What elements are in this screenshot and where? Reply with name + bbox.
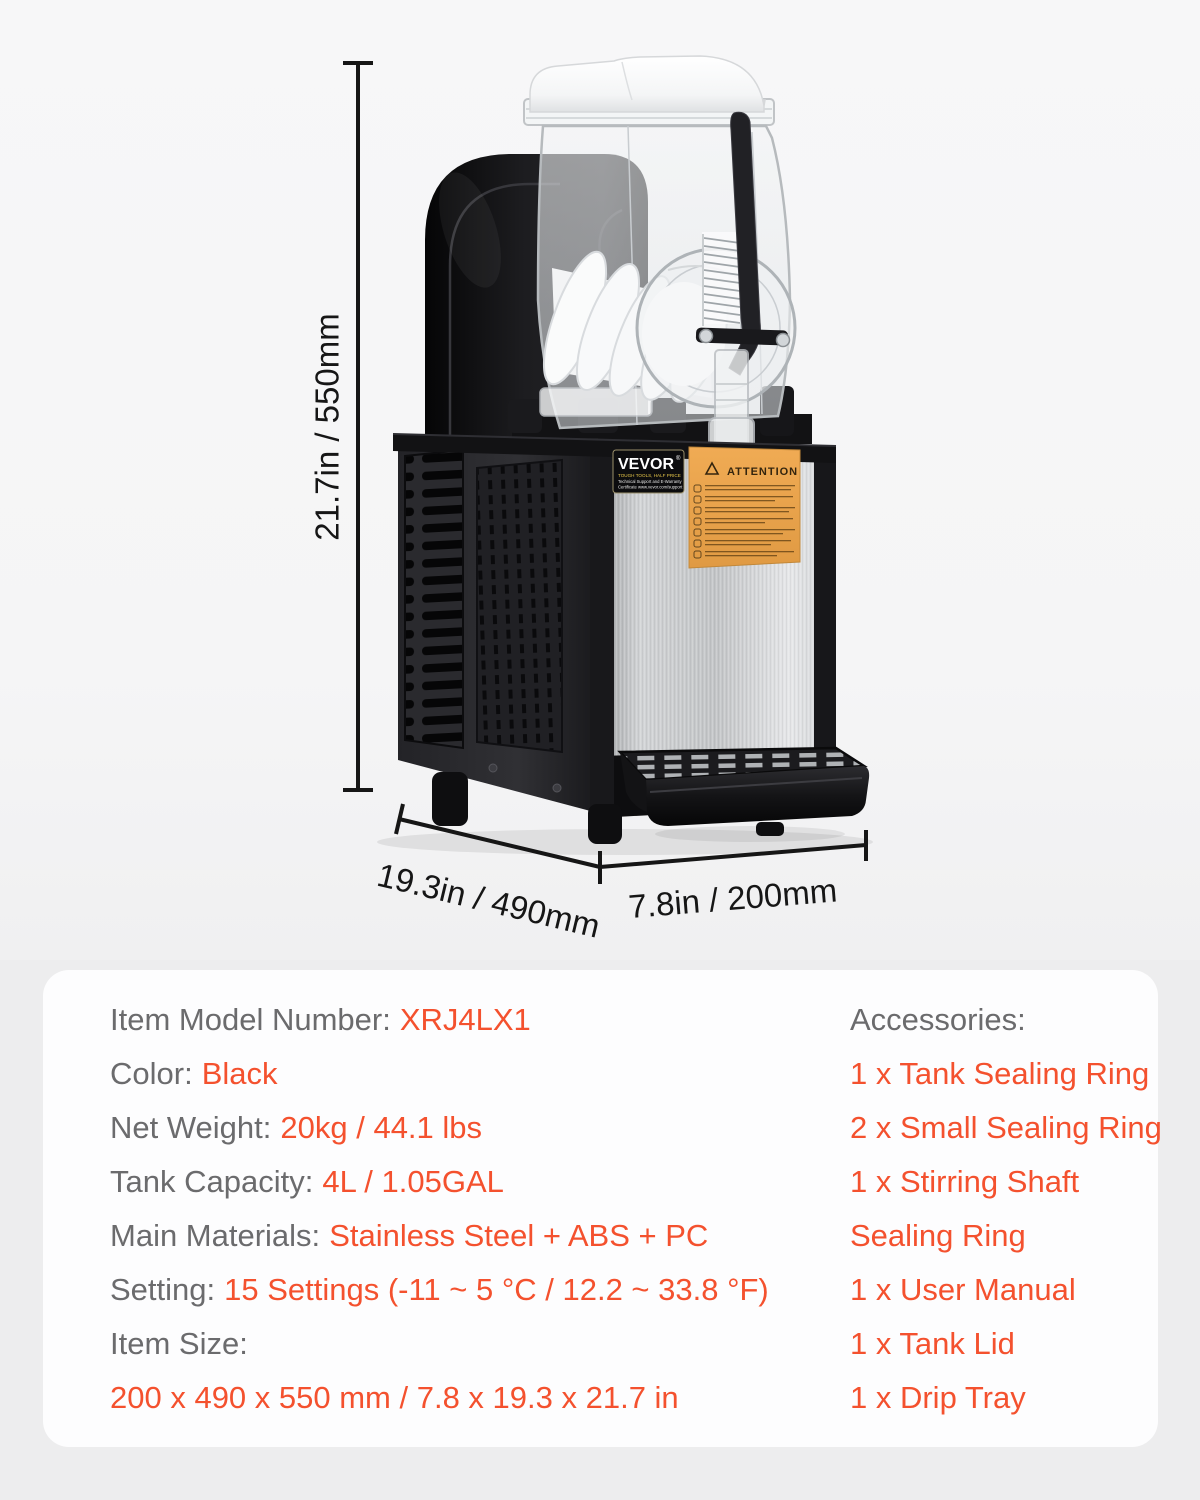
attention-text-line: [705, 507, 795, 508]
spec-value: 1 x Drip Tray: [850, 1380, 1026, 1415]
spec-label: Item Size:: [110, 1326, 248, 1361]
spec-value: 4L / 1.05GAL: [322, 1164, 504, 1199]
spec-label: Item Model Number:: [110, 1002, 391, 1037]
width-dim-label: 7.8in / 200mm: [627, 871, 839, 926]
spec-value: 1 x User Manual: [850, 1272, 1076, 1307]
spec-row-materials: [110, 1209, 810, 1263]
spec-label: Net Weight:: [110, 1110, 272, 1145]
lid-dome: [530, 56, 765, 112]
spec-value: Black: [201, 1056, 278, 1091]
spec-row-weight: [110, 1101, 810, 1155]
spec-value: 1 x Tank Lid: [850, 1326, 1015, 1361]
spec-row-setting: [110, 1263, 810, 1317]
tray-shadow: [655, 826, 845, 842]
spec-row-color: [110, 1047, 810, 1101]
spec-row-accessory: [850, 1155, 1180, 1209]
attention-text-line: [705, 533, 783, 534]
foot-left: [432, 772, 468, 826]
screw: [489, 764, 497, 772]
spec-row-accessories-header: [850, 993, 1180, 1047]
vevor-label: [613, 450, 684, 493]
screw: [553, 784, 561, 792]
vent-strip: [405, 450, 463, 748]
attention-text-line: [705, 555, 777, 556]
attention-text-line: [705, 511, 789, 512]
attention-text-line: [705, 522, 765, 523]
attention-text-line: [705, 540, 791, 541]
spec-value: 1 x Stirring Shaft: [850, 1164, 1080, 1199]
registered-mark: ®: [676, 456, 681, 462]
spec-row-item-size-value: [110, 1371, 810, 1425]
spec-value: 200 x 490 x 550 mm / 7.8 x 19.3 x 21.7 in: [110, 1380, 679, 1415]
vevor-logo-text: VEVOR: [618, 456, 675, 473]
tension-spring: [702, 232, 742, 330]
attention-text-line: [705, 544, 771, 545]
depth-dim-label: 19.3in / 490mm: [373, 855, 604, 945]
spec-value: Stainless Steel + ABS + PC: [329, 1218, 709, 1253]
spec-column-left: [110, 993, 810, 1425]
vevor-tagline-1: TOUGH TOOLS, HALF PRICE: [618, 473, 681, 478]
dispense-spout: [709, 350, 754, 452]
attention-text-line: [705, 551, 794, 552]
drip-tray: [620, 748, 869, 836]
mount-tab: [508, 399, 542, 433]
attention-text-line: [705, 496, 793, 497]
spec-value: XRJ4LX1: [399, 1002, 531, 1037]
depth-dimension: [374, 804, 604, 945]
vevor-tagline-3: Certificate www.vevor.com/support: [618, 484, 683, 490]
spec-row-accessory: [850, 1371, 1180, 1425]
attention-text-line: [705, 485, 795, 486]
perforated-panel: [477, 460, 562, 752]
spec-label: Setting:: [110, 1272, 216, 1307]
spec-label: Main Materials:: [110, 1218, 321, 1253]
spec-row-accessory: [850, 1263, 1180, 1317]
spec-value: 20kg / 44.1 lbs: [280, 1110, 483, 1145]
attention-text-line: [705, 489, 791, 490]
spec-row-capacity: [110, 1155, 810, 1209]
spec-row-item-size-label: [110, 1317, 810, 1371]
attention-text-line: [705, 500, 775, 501]
tank-lip: [540, 388, 652, 416]
spec-label: Color:: [110, 1056, 193, 1091]
spec-label: Accessories:: [850, 1002, 1026, 1037]
spec-row-accessory: [850, 1047, 1180, 1101]
attention-label: [689, 447, 800, 568]
spec-value: 2 x Small Sealing Ring: [850, 1110, 1162, 1145]
height-dim-label: 21.7in / 550mm: [308, 313, 346, 541]
spec-value: Sealing Ring: [850, 1218, 1026, 1253]
pivot-nut: [777, 334, 790, 347]
front-left-pillar: [590, 438, 614, 814]
pivot-nut: [700, 330, 713, 343]
spec-value: 1 x Tank Sealing Ring: [850, 1056, 1150, 1091]
attention-text-line: [705, 529, 795, 530]
height-dimension: [309, 63, 373, 790]
tray-foot: [756, 822, 784, 836]
vevor-tagline-2: Technical Support and E-Warranty: [618, 479, 682, 484]
spec-value: 15 Settings (-11 ~ 5 °C / 12.2 ~ 33.8 °F): [224, 1272, 769, 1307]
spec-column-right: [850, 993, 1180, 1425]
spec-row-accessory: [850, 1209, 1180, 1263]
foot-middle: [588, 804, 622, 844]
attention-title: ATTENTION: [727, 466, 799, 478]
attention-text-line: [705, 518, 793, 519]
spec-label: Tank Capacity:: [110, 1164, 314, 1199]
front-right-pillar: [814, 450, 836, 772]
spec-card: [43, 970, 1162, 1447]
spec-row-accessory: [850, 1101, 1180, 1155]
spec-row-model: [110, 993, 810, 1047]
spec-row-accessory: [850, 1317, 1180, 1371]
